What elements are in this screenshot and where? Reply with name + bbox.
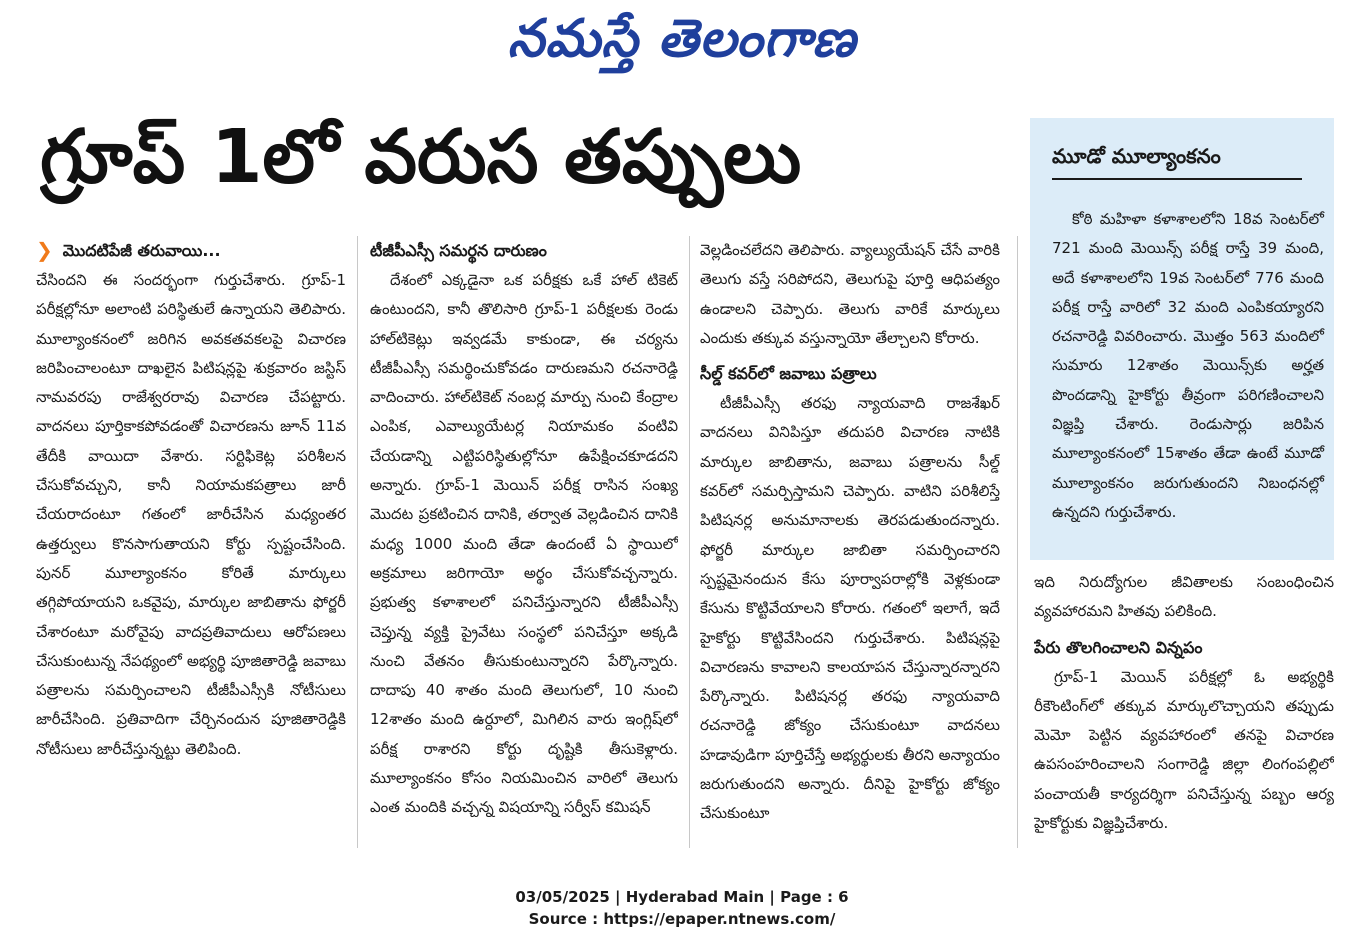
- column-4-text-top: ఇది నిరుద్యోగుల జీవితాలకు సంబంధించిన వ్యవహారమని హితవు పలికింది.: [1034, 573, 1334, 621]
- subheading-tgpsc: టీజీపీఎస్సీ సమర్థన దారుణం: [370, 241, 547, 260]
- column-1-text: చేసిందని ఈ సందర్భంగా గుర్తుచేశారు. గ్రూప్-1 పరీక్షల్లోనూ అలాంటి పరిస్థితులే ఉన్నాయని తెలిపారు. మూల్యాంకనంలో జరిగిన అవకతవకలపై విచారణ జరిపించాలంటూ దాఖలైన పిటిషన్లపై శుక్రవారం జస్టిస్ నామవరపు రాజేశ్వరరావు విచారణ చేపట్టారు. వాదనలు పూర్తికాకపోవడంతో విచారణను జూన్ 11వ తేదీకి వాయిదా వేశారు. సర్టిఫికెట్ల పరిశీలన చేసుకోవచ్చుని, కానీ నియామకపత్రాలు జారీ చేయరాదంటూ గతంలో జారీచేసిన మధ్యంతర ఉత్తర్వులు కొనసాగుతాయని కోర్టు స్పష్టంచేసింది. పునర్ మూల్యాంకనం కోరితే మార్కులు తగ్గిపోయాయని ఒకవైపు, మార్కుల జాబితాను ఫోర్జరీ చేశారంటూ మరోవైపు వాదప్రతివాదులు ఆరోపణలు చేసుకుంటున్న నేపథ్యంలో అభ్యర్థి పూజితారెడ్డి జవాబు పత్రాలను సమర్పించాలని టీజీపీఎస్సీకి నోటీసులు జారీచేసింది. ప్రతివాదిగా చేర్చినందున పూజితారెడ్డికి నోటీసులు జారీచేస్తున్నట్టు తెలిపింది.: [36, 271, 346, 758]
- source-link[interactable]: Source : https://epaper.ntnews.com/: [528, 910, 836, 928]
- continuation-label: మొదటిపేజీ తరువాయి...: [62, 241, 221, 261]
- column-divider: [1017, 236, 1018, 848]
- chevron-right-icon: ❯: [36, 238, 53, 263]
- sidebar-title: మూడో మూల్యాంకనం: [1052, 134, 1302, 180]
- column-divider: [689, 236, 690, 848]
- column-3-text-bottom: టీజీపీఎస్సీ తరఫు న్యాయవాది రాజశేఖర్ వాదనలు వినిపిస్తూ తదుపరి విచారణ నాటికి మార్కుల జాబితాను, జవాబు పత్రాలను సీల్డ్ కవర్‌లో సమర్పిస్తామని చెప్పారు. వాటిని పరిశీలిస్తే పిటిషనర్ల అనుమానాలకు తెరపడుతుందన్నారు. ఫోర్జరీ మార్కుల జాబితా సమర్పించారని స్పష్టమైనందున కేసు పూర్వాపరాల్లోకి వెళ్లకుండా కేసును కొట్టివేయాలని కోరారు. గతంలో ఇలాగే, ఇదే హైకోర్టు కొట్టివేసిందని గుర్తుచేశారు. పిటిషన్లపై విచారణను కావాలని కాలయాపన చేస్తున్నారన్నారని పేర్కొన్నారు. పిటిషనర్ల తరఫు న్యాయవాది రచనారెడ్డి జోక్యం చేసుకుంటూ వాదనలు హడావుడిగా పూర్తిచేస్తే అభ్యర్థులకు తీరని అన్యాయం జరుగుతుందని అన్నారు. దీనిపై హైకోర్టు జోక్యం చేసుకుంటూ: [700, 394, 1000, 823]
- sidebar-text: కోఠి మహిళా కళాశాలలోని 18వ సెంటర్‌లో 721 మంది మెయిన్స్ పరీక్ష రాస్తే 39 మంది, అదే కళాశాలలోని 19వ సెంటర్‌లో 776 మంది పరీక్ష రాస్తే వారిలో 32 మంది ఎంపికయ్యారని రచనారెడ్డి వివరించారు. మొత్తం 563 మందిలో సుమారు 12శాతం మెయిన్స్‌కు అర్హత పొందడాన్ని హైకోర్టు తీవ్రంగా పరిగణించాలని విజ్ఞప్తి చేశారు. రెండుసార్లు జరిపిన మూల్యాంకనంలో 15శాతం తేడా ఉంటే మూడో మూల్యాంకనం జరుగుతుందని నిబంధనల్లో ఉన్నదని గుర్తుచేశారు.: [1052, 210, 1324, 521]
- column-divider: [357, 236, 358, 848]
- continuation-line: [36, 236, 346, 266]
- article-column-4: [1034, 568, 1334, 852]
- newspaper-masthead: నమస్తే తెలంగాణ: [507, 9, 857, 69]
- article-column-3: [700, 236, 1000, 848]
- article-column-1: [36, 236, 346, 848]
- column-4-text-bottom: గ్రూప్-1 మెయిన్ పరీక్షల్లో ఓ అభ్యర్థికి రీకౌంటింగ్‌లో తక్కువ మార్కులొచ్చాయని తప్పుడు మెమో పెట్టిన వ్యవహారంలో తనపై విచారణ ఉపసంహరించాలని సంగారెడ్డి జిల్లా లింగంపల్లిలో పంచాయతీ కార్యదర్శిగా పనిచేస్తున్న పబ్బం ఆర్య హైకోర్టుకు విజ్ఞప్తిచేశారు.: [1034, 667, 1334, 833]
- subheading-sealed-cover: సీల్డ్ కవర్‌లో జవాబు పత్రాలు: [700, 364, 877, 384]
- sidebar-box: [1030, 118, 1334, 560]
- column-3-text-top: వెల్లడించలేదని తెలిపారు. వ్యాల్యుయేషన్ చేసే వారికి తెలుగు వస్తే సరిపోదని, తెలుగుపై పూర్తి ఆధిపత్యం ఉండాలని చెప్పారు. తెలుగు వారికే మార్కులు ఎందుకు తక్కువ వస్తున్నాయో తేల్చాలని కోరారు.: [700, 241, 1000, 347]
- edition-info: 03/05/2025 | Hyderabad Main | Page : 6: [515, 888, 849, 906]
- column-2-text: దేశంలో ఎక్కడైనా ఒక పరీక్షకు ఒకే హాల్ టికెట్ ఉంటుందని, కానీ తొలిసారి గ్రూప్-1 పరీక్షలకు రెండు హాల్‌టికెట్లు ఇవ్వడమే కాకుండా, ఈ చర్యను టీజీపీఎస్సీ సమర్థించుకోవడం దారుణమని రచనారెడ్డి వాదించారు. హాల్‌టికెట్ నంబర్ల మార్పు నుంచి కేంద్రాల ఎంపిక, ఎవాల్యుయేటర్ల నియామకం వంటివి చేయడాన్ని ఎట్టిపరిస్థితుల్లోనూ ఉపేక్షించకూడదని అన్నారు. గ్రూప్-1 మెయిన్ పరీక్ష రాసిన సంఖ్య మొదట ప్రకటించిన దానికి, తర్వాత వెల్లడించిన దానికి మధ్య 1000 మంది తేడా ఉందంటే ఏ స్థాయిలో అక్రమాలు జరిగాయో అర్థం చేసుకోవచ్చన్నారు. ప్రభుత్వ కళాశాలలో పనిచేస్తున్నారని టీజీపీఎస్సీ చెప్తున్న వ్యక్తి ప్రైవేటు సంస్థలో పనిచేస్తూ అక్కడి నుంచి వేతనం తీసుకుంటున్నారని పేర్కొన్నారు. దాదాపు 40 శాతం మంది తెలుగులో, 10 నుంచి 12శాతం మంది ఉర్దూలో, మిగిలిన వారు ఇంగ్లిష్‌లో పరీక్ష రాశారని కోర్టు దృష్టికి తీసుకెళ్లారు. మూల్యాంకనం కోసం నియమించిన వారిలో తెలుగు ఎంత మందికి వచ్చన్న విషయాన్ని సర్వీస్ కమిషన్: [370, 271, 678, 817]
- article-headline: గ్రూప్ 1లో వరుస తప్పులు: [40, 114, 802, 200]
- article-column-2: [370, 236, 678, 848]
- subheading-name-removal: పేరు తొలగించాలని విన్నపం: [1034, 637, 1203, 657]
